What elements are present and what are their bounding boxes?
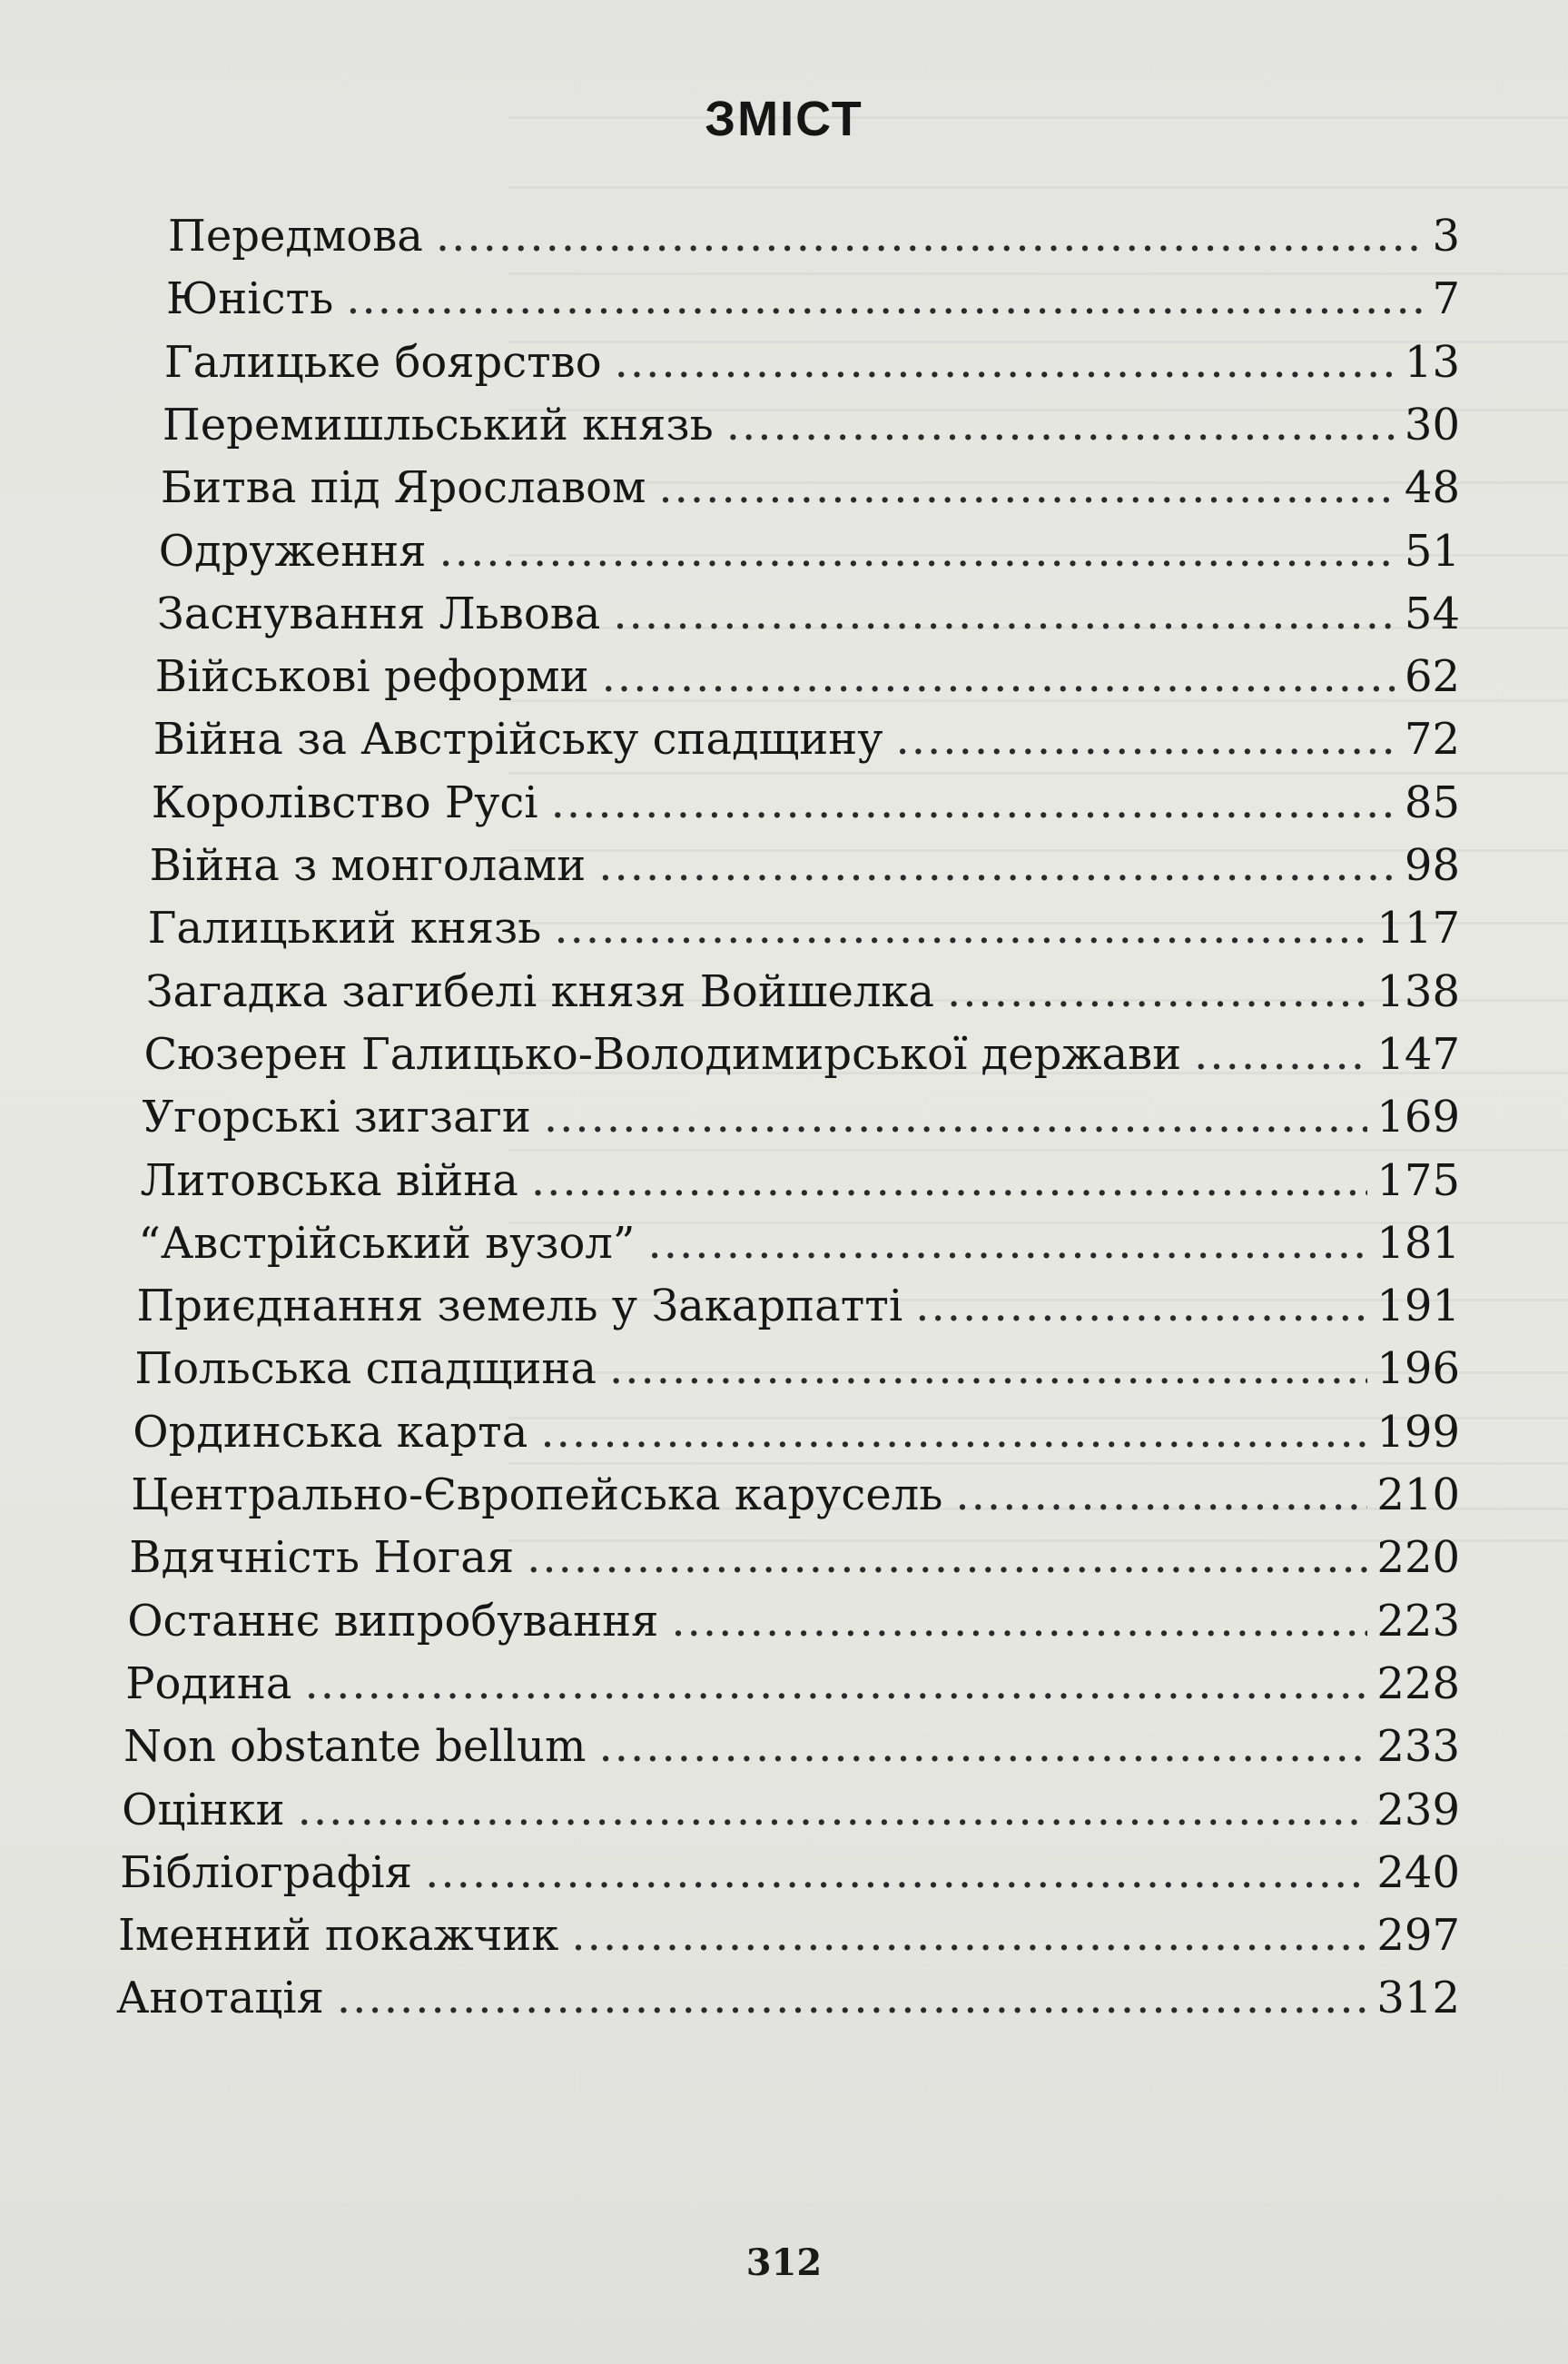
toc-entry: [134, 1340, 1460, 1398]
toc-entry-page: 48: [1404, 462, 1460, 514]
toc-entry-title: “Австрійський вузол”: [138, 1217, 636, 1269]
toc-entry-title: Вдячність Ногая: [129, 1532, 515, 1584]
dot-leader: [598, 1717, 1367, 1775]
toc-entry: [129, 1528, 1460, 1587]
toc-entry-title: Польська спадщина: [134, 1343, 597, 1395]
toc-entry: [152, 774, 1460, 832]
toc-entry-title: Non obstante bellum: [123, 1721, 587, 1773]
toc-entry-title: Королівство Русі: [151, 776, 538, 828]
toc-entry: [125, 1655, 1460, 1713]
toc-entry: [127, 1592, 1460, 1650]
toc-entry-title: Центрально-Європейська карусель: [131, 1469, 943, 1520]
dot-leader: [955, 1466, 1367, 1524]
toc-entry: [141, 1152, 1461, 1210]
toc-entry-page: 196: [1376, 1343, 1460, 1395]
toc-entry-page: 210: [1376, 1469, 1460, 1520]
toc-entry-page: 62: [1405, 651, 1461, 703]
toc-entry: [146, 963, 1460, 1021]
toc-entry: [153, 710, 1460, 768]
toc-entry-page: 240: [1376, 1846, 1460, 1898]
toc-entry-page: 220: [1376, 1532, 1461, 1584]
toc-entry-page: 7: [1432, 273, 1460, 325]
toc-entry: [148, 899, 1460, 957]
dot-leader: [571, 1906, 1367, 1964]
dot-leader: [346, 270, 1423, 328]
toc-entry: [131, 1466, 1460, 1524]
toc-entry: [118, 1906, 1460, 1964]
page-number: 312: [745, 2241, 823, 2284]
toc-entry-title: Оцінки: [122, 1784, 285, 1835]
toc-entry-title: Галицький князь: [147, 903, 542, 955]
toc-entry-title: Загадка загибелі князя Войшелка: [145, 965, 934, 1017]
toc-entry-title: Заснування Львова: [156, 588, 601, 639]
toc-entry-title: Передмова: [168, 211, 423, 262]
toc-entry: [155, 648, 1460, 706]
dot-leader: [554, 899, 1367, 957]
toc-entry: [164, 333, 1460, 391]
toc-entry: [144, 1025, 1461, 1083]
toc-entry-page: 223: [1376, 1595, 1460, 1647]
toc-entry-page: 312: [1376, 1973, 1460, 2024]
dot-leader: [551, 774, 1395, 832]
dot-leader: [947, 963, 1367, 1021]
dot-leader: [647, 1214, 1367, 1272]
toc-entry: [136, 1277, 1460, 1335]
dot-leader: [896, 710, 1395, 768]
toc-entry-title: Перемишльський князь: [162, 399, 714, 450]
toc-entry-page: 169: [1376, 1092, 1460, 1143]
toc-entry-title: Іменний покажчик: [118, 1910, 559, 1962]
toc-entry: [163, 396, 1460, 454]
page-title: ЗМІСТ: [705, 92, 863, 146]
dot-leader: [527, 1528, 1367, 1587]
dot-leader: [598, 836, 1395, 895]
dot-leader: [658, 459, 1395, 517]
dot-leader: [609, 1340, 1367, 1398]
toc-entry-page: 191: [1376, 1281, 1460, 1332]
dot-leader: [671, 1592, 1367, 1650]
toc-entry-page: 72: [1404, 714, 1460, 766]
toc-entry-title: Військові реформи: [154, 651, 589, 703]
toc-entry: [143, 1088, 1461, 1146]
toc-entry: [166, 270, 1460, 328]
dot-leader: [915, 1277, 1367, 1335]
toc-entry-page: 147: [1376, 1028, 1460, 1080]
toc-entry-page: 54: [1404, 588, 1460, 639]
toc-entry-title: Анотація: [116, 1973, 324, 2024]
toc-entry-page: 228: [1376, 1657, 1460, 1709]
toc-entry-title: Одруження: [158, 525, 427, 577]
toc-entry-title: Галицьке боярство: [163, 336, 602, 388]
toc-entry-page: 117: [1376, 903, 1460, 955]
toc-entry-page: 98: [1404, 840, 1460, 891]
dot-leader: [298, 1781, 1368, 1839]
dot-leader: [602, 648, 1395, 706]
toc-entry: [120, 1844, 1460, 1902]
toc-entry-page: 51: [1404, 525, 1460, 577]
dot-leader: [531, 1152, 1367, 1210]
dot-leader: [425, 1844, 1367, 1902]
dot-leader: [337, 1969, 1367, 2027]
toc-entry-title: Битва під Ярославом: [160, 462, 646, 514]
toc-entry: [116, 1969, 1460, 2027]
toc-entry: [150, 836, 1460, 895]
toc-entry-title: Війна з монголами: [149, 840, 587, 891]
toc-entry: [123, 1717, 1460, 1775]
toc-entry: [138, 1214, 1460, 1272]
dot-leader: [439, 522, 1395, 580]
dot-leader: [615, 333, 1395, 391]
dot-leader: [436, 207, 1424, 265]
toc-entry-page: 175: [1376, 1154, 1460, 1206]
toc-entry: [159, 522, 1460, 580]
toc-entry-page: 199: [1376, 1406, 1460, 1458]
toc-entry-title: Війна за Австрійську спадщину: [153, 714, 883, 766]
toc-entry-title: Бібліографія: [120, 1846, 413, 1898]
dot-leader: [540, 1403, 1367, 1461]
toc-entry-page: 13: [1404, 336, 1460, 388]
toc-entry: [161, 459, 1460, 517]
toc-entry-title: Сюзерен Галицько-Володимирської держави: [143, 1028, 1182, 1080]
toc-entry-page: 30: [1404, 399, 1460, 450]
toc-entry-title: Литовська війна: [140, 1154, 518, 1206]
toc-entry-title: Юність: [166, 273, 334, 325]
toc-entry-page: 85: [1404, 776, 1460, 828]
toc-entry-title: Угорські зигзаги: [142, 1092, 531, 1143]
toc-entry: [122, 1781, 1460, 1839]
toc-entry-title: Приєднання земель у Закарпатті: [136, 1281, 903, 1332]
dot-leader: [726, 396, 1395, 454]
toc-entry: [168, 207, 1460, 265]
toc-entry-page: 239: [1376, 1784, 1460, 1835]
toc-entry: [157, 585, 1460, 643]
dot-leader: [613, 585, 1395, 643]
toc-entry-page: 138: [1376, 965, 1460, 1017]
toc-entry-page: 3: [1432, 211, 1460, 262]
toc-entry-title: Останнє випробування: [127, 1595, 659, 1647]
toc-entry-title: Родина: [125, 1657, 292, 1709]
dot-leader: [544, 1088, 1368, 1146]
dot-leader: [305, 1655, 1368, 1713]
toc-entry-page: 181: [1376, 1217, 1460, 1269]
toc-entry-page: 233: [1376, 1721, 1460, 1773]
toc-entry-title: Ординська карта: [133, 1406, 528, 1458]
dot-leader: [1194, 1025, 1367, 1083]
toc-entry: [133, 1403, 1460, 1461]
toc-entry-page: 297: [1376, 1910, 1460, 1962]
